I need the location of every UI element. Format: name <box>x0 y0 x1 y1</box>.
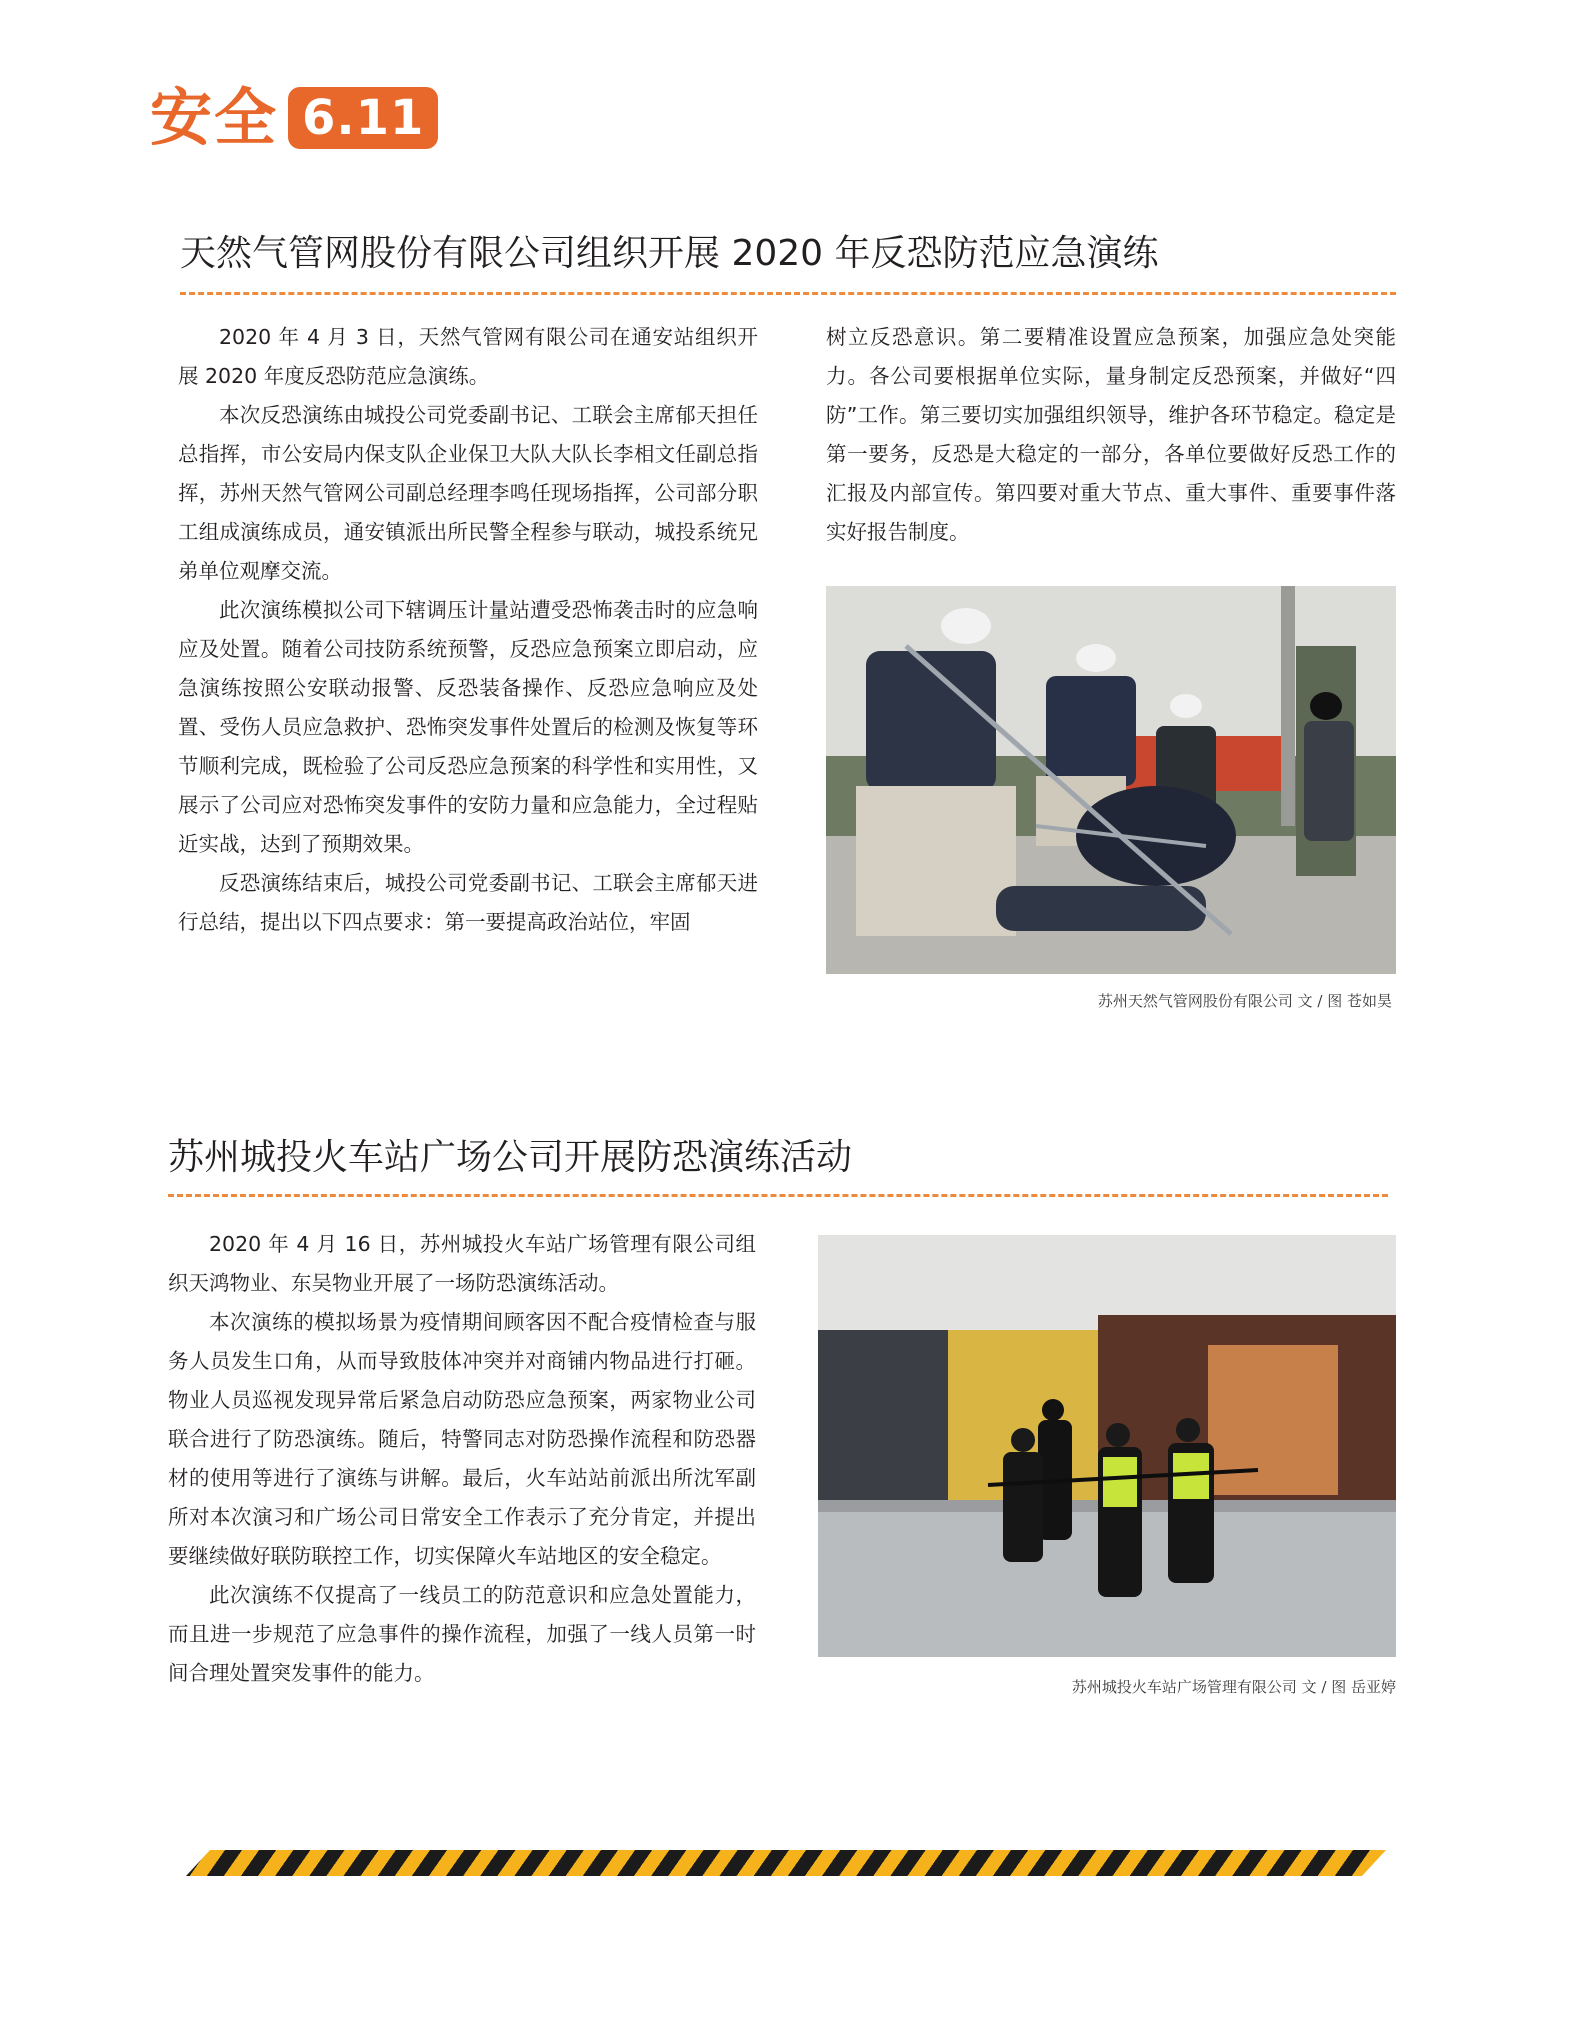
article2-title: 苏州城投火车站广场公司开展防恐演练活动 <box>168 1137 853 1178</box>
article1-photo-caption: 苏州天然气管网股份有限公司 文 / 图 苍如昊 <box>1097 992 1392 1010</box>
article1-paragraph: 此次演练模拟公司下辖调压计量站遭受恐怖袭击时的应急响应及处置。随着公司技防系统预警，反恐应急预案立即启动，应急演练按照公安联动报警、反恐装备操作、反恐应急响应及处置、受伤人员应急救护、恐怖突发事件处置后的检测及恢复等环节顺利完成，既检验了公司反恐应急预案的科学性和实用性，又展示了公司应对恐怖突发事件的安防力量和应急能力，全过程贴近实战，达到了预期效果。 <box>178 598 758 856</box>
article1-title: 天然气管网股份有限公司组织开展 2020 年反恐防范应急演练 <box>180 233 1159 274</box>
article2-paragraph: 本次演练的模拟场景为疫情期间顾客因不配合疫情检查与服务人员发生口角，从而导致肢体冲突并对商铺内物品进行打砸。物业人员巡视发现异常后紧急启动防恐应急预案，两家物业公司联合进行了防恐演练。随后，特警同志对防恐操作流程和防恐器材的使用等进行了演练与讲解。最后，火车站站前派出所沈军副所对本次演习和广场公司日常安全工作表示了充分肯定，并提出要继续做好联防联控工作，切实保障火车站地区的安全稳定。 <box>168 1310 756 1568</box>
article2-paragraph: 2020 年 4 月 16 日，苏州城投火车站广场管理有限公司组织天鸿物业、东吴物业开展了一场防恐演练活动。 <box>168 1232 756 1295</box>
station-drill-photo <box>818 1235 1396 1657</box>
article2-photo-caption: 苏州城投火车站广场管理有限公司 文 / 图 岳亚婷 <box>1071 1678 1396 1696</box>
article1-divider <box>180 292 1396 295</box>
article1-paragraph: 本次反恐演练由城投公司党委副书记、工联会主席郁天担任总指挥，市公安局内保支队企业保卫大队大队长李相文任副总指挥，苏州天然气管网公司副总经理李鸣任现场指挥，公司部分职工组成演练成员，通安镇派出所民警全程参与联动，城投系统兄弟单位观摩交流。 <box>178 403 758 583</box>
article2-photo <box>818 1235 1396 1657</box>
anti-terror-drill-photo <box>826 586 1396 974</box>
magazine-logo <box>150 82 438 154</box>
article2-paragraph: 此次演练不仅提高了一线员工的防范意识和应急处置能力，而且进一步规范了应急事件的操作流程，加强了一线人员第一时间合理处置突发事件的能力。 <box>168 1583 756 1685</box>
article1-photo <box>826 586 1396 974</box>
article2-column <box>168 1225 756 1693</box>
logo-badge: 6.11 <box>288 87 438 149</box>
article1-paragraph: 2020 年 4 月 3 日，天然气管网有限公司在通安站组织开展 2020 年度反恐防范应急演练。 <box>178 325 758 388</box>
hazard-stripe-footer <box>186 1850 1386 1876</box>
article1-left-column <box>178 318 758 942</box>
article1-paragraph-continued: 树立反恐意识。第二要精准设置应急预案，加强应急处突能力。各公司要根据单位实际，量身制定反恐预案，并做好“四防”工作。第三要切实加强组织领导，维护各环节稳定。稳定是第一要务，反恐是大稳定的一部分，各单位要做好反恐工作的汇报及内部宣传。第四要对重大节点、重大事件、重要事件落实好报告制度。 <box>826 325 1396 544</box>
article2-divider <box>168 1194 1388 1197</box>
logo-text: 安全 <box>150 81 279 154</box>
article1-right-column <box>826 318 1396 552</box>
article1-paragraph: 反恐演练结束后，城投公司党委副书记、工联会主席郁天进行总结，提出以下四点要求：第一要提高政治站位，牢固 <box>178 871 758 934</box>
